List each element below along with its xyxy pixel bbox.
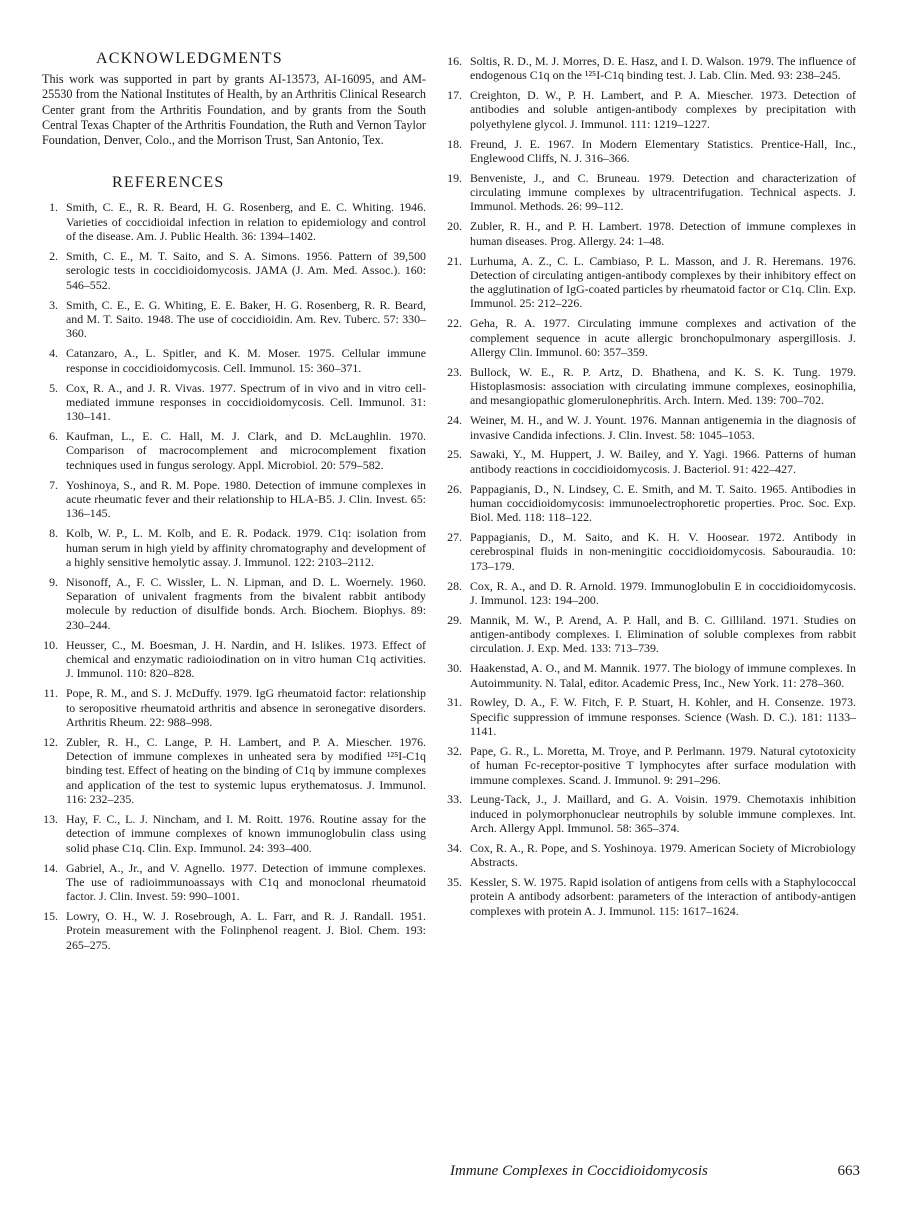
reference-number: 32. <box>447 743 462 758</box>
reference-text: Rowley, D. A., F. W. Fitch, F. P. Stuart, H. Kohler, and H. Consenze. 1973. Specific suppression of immune responses. Science (Wash. D. C.). 181: 1133–1141. <box>470 695 856 739</box>
reference-number: 31. <box>447 695 462 710</box>
reference-item <box>446 744 856 787</box>
reference-text: Smith, C. E., R. R. Beard, H. G. Rosenberg, and E. C. Whiting. 1946. Varieties of coccidioidal infection in relation to epidemiology and control of the disease. Am. J. Public Health. 36: 1394–1402. <box>66 200 426 244</box>
reference-text: Haakenstad, A. O., and M. Mannik. 1977. The biology of immune complexes. In Autoimmunity. N. Talal, editor. Academic Press, Inc., New York. 11: 278–360. <box>470 661 856 690</box>
reference-text: Catanzaro, A., L. Spitler, and K. M. Moser. 1975. Cellular immune response in coccidioidomycosis. Cell. Immunol. 15: 360–371. <box>66 346 426 375</box>
reference-text: Pappagianis, D., N. Lindsey, C. E. Smith, and M. T. Saito. 1965. Antibodies in human coccidioidomycosis: immunoelectrophoretic properties. Proc. Soc. Exp. Biol. Med. 118: 118–122. <box>470 481 856 525</box>
reference-item <box>446 875 856 918</box>
reference-text: Pappagianis, D., M. Saito, and K. H. V. Hoosear. 1972. Antibody in cerebrospinal fluids in non-meningitic coccidioidomycosis. Sabouraudia. 10: 173–179. <box>470 530 856 573</box>
reference-item <box>446 316 856 359</box>
reference-text: Cox, R. A., and D. R. Arnold. 1979. Immunoglobulin E in coccidioidomycosis. J. Immunol. 123: 194–200. <box>470 578 856 607</box>
reference-number: 12. <box>43 734 58 749</box>
reference-item <box>42 200 426 243</box>
reference-item <box>42 686 426 729</box>
reference-item <box>446 579 856 608</box>
reference-number: 29. <box>447 612 462 627</box>
reference-number: 28. <box>447 578 462 593</box>
reference-item <box>446 137 856 166</box>
reference-item <box>446 841 856 870</box>
reference-text: Sawaki, Y., M. Huppert, J. W. Bailey, and Y. Yagi. 1966. Patterns of human antibody reactions in coccidioidomycosis. J. Bacteriol. 91: 422–427. <box>470 447 856 476</box>
reference-number: 35. <box>447 875 462 890</box>
reference-text: Kolb, W. P., L. M. Kolb, and E. R. Podack. 1979. C1q: isolation from human serum in high yield by affinity chromatography and development of a highly sensitive hemolytic assay. J. Immunol. 122: 2103–2112. <box>66 526 426 569</box>
reference-number: 15. <box>43 909 58 924</box>
left-column <box>42 50 426 958</box>
reference-text: Pape, G. R., L. Moretta, M. Troye, and P. Perlmann. 1979. Natural cytotoxicity of human Fc-receptor-positive T lymphocytes after surface modulation with immune complexes. Scand. J. Immunol. 9: 291–296. <box>470 743 856 787</box>
reference-number: 20. <box>447 219 462 234</box>
reference-item <box>42 526 426 569</box>
reference-text: Kaufman, L., E. C. Hall, M. J. Clark, and D. McLaughlin. 1970. Comparison of macrocomplement and microcomplement fixation techniques used in fungus serology. Appl. Microbiol. 20: 579–582. <box>66 429 426 472</box>
reference-item <box>42 429 426 472</box>
reference-text: Zubler, R. H., C. Lange, P. H. Lambert, and P. A. Miescher. 1976. Detection of immune complexes in unheated sera by modified ¹²⁵I-C1q binding test. Effect of heating on the binding of C1q by immune complexes and application of the test to systemic lupus erythematosus. J. Immunol. 116: 232–235. <box>66 734 426 807</box>
reference-text: Hay, F. C., L. J. Nincham, and I. M. Roitt. 1976. Routine assay for the detection of immune complexes of known immunoglobulin class using solid phase C1q. Clin. Exp. Immunol. 24: 393–400. <box>66 812 426 855</box>
reference-number: 23. <box>447 364 462 379</box>
reference-item <box>446 413 856 442</box>
reference-number: 24. <box>447 413 462 428</box>
reference-item <box>446 447 856 476</box>
reference-number: 19. <box>447 170 462 185</box>
reference-number: 1. <box>49 200 58 215</box>
acknowledgments-text: This work was supported in part by grants AI-13573, AI-16095, and AM-25530 from the National Institutes of Health, by an Arthritis Clinical Research Center grant from the Arthritis Foundation, and by grants from the South Central Texas Chapter of the Arthritis Foundation, the Ruth and Vernon Taylor Foundation, Denver, Colo., and the Morrison Trust, San Antonio, Tex. <box>42 72 426 148</box>
page-footer <box>450 1163 860 1180</box>
reference-number: 26. <box>447 481 462 496</box>
reference-number: 2. <box>49 249 58 264</box>
reference-text: Cox, R. A., R. Pope, and S. Yoshinoya. 1979. American Society of Microbiology Abstracts. <box>470 840 856 870</box>
reference-number: 33. <box>447 792 462 807</box>
reference-item <box>42 298 426 341</box>
reference-list-right <box>446 54 856 918</box>
reference-number: 4. <box>49 346 58 361</box>
reference-item <box>42 249 426 292</box>
reference-number: 16. <box>447 54 462 68</box>
reference-item <box>446 171 856 214</box>
reference-number: 25. <box>447 447 462 462</box>
reference-text: Mannik, M. W., P. Arend, A. P. Hall, and B. C. Gilliland. 1971. Studies on antigen-antibody complexes. I. Elimination of soluble complexes from rabbit circulation. J. Exp. Med. 133: 713–739. <box>470 612 856 656</box>
reference-item <box>42 638 426 681</box>
reference-text: Soltis, R. D., M. J. Morres, D. E. Hasz, and I. D. Walson. 1979. The influence of endogenous C1q on the ¹²⁵I-C1q binding test. J. Lab. Clin. Med. 93: 238–245. <box>470 54 856 83</box>
reference-text: Heusser, C., M. Boesman, J. H. Nardin, and H. Islikes. 1973. Effect of chemical and enzymatic radioiodination on in vitro human C1q activities. J. Immunol. 110: 820–828. <box>66 637 426 681</box>
reference-item <box>446 695 856 738</box>
reference-item <box>446 661 856 690</box>
reference-number: 18. <box>447 136 462 151</box>
reference-number: 17. <box>447 88 462 103</box>
reference-text: Bullock, W. E., R. P. Artz, D. Bhathena, and K. S. K. Tung. 1979. Histoplasmosis: association with circulating immune complexes, eosinophilia, and mesangiopathic glomerulonephritis. Arch. Intern. Med. 139: 700–702. <box>470 364 856 408</box>
reference-item <box>42 812 426 855</box>
reference-item <box>446 613 856 656</box>
reference-text: Freund, J. E. 1967. In Modern Elementary Statistics. Prentice-Hall, Inc., Englewood Cliffs, N. J. 316–366. <box>470 136 856 165</box>
reference-number: 3. <box>49 297 58 312</box>
reference-item <box>42 381 426 424</box>
reference-text: Geha, R. A. 1977. Circulating immune complexes and activation of the complement sequence in acute allergic bronchopulmonary aspergillosis. J. Allergy Clin. Immunol. 60: 357–359. <box>470 316 856 359</box>
reference-text: Smith, C. E., M. T. Saito, and S. A. Simons. 1956. Pattern of 39,500 serologic tests in coccidioidomycosis. JAMA (J. Am. Med. Assoc.). 160: 546–552. <box>66 249 426 292</box>
reference-number: 8. <box>49 526 58 541</box>
reference-number: 21. <box>447 253 462 268</box>
reference-item <box>446 792 856 835</box>
reference-text: Gabriel, A., Jr., and V. Agnello. 1977. Detection of immune complexes. The use of radioimmunoassays with C1q and monoclonal rheumatoid factor. J. Clin. Invest. 59: 990–1001. <box>66 860 426 904</box>
reference-number: 9. <box>49 574 58 589</box>
reference-number: 10. <box>43 637 58 652</box>
reference-text: Yoshinoya, S., and R. M. Pope. 1980. Detection of immune complexes in acute rheumatic fever and their relationship to HLA-B5. J. Clin. Invest. 65: 136–145. <box>66 477 426 521</box>
reference-text: Benveniste, J., and C. Bruneau. 1979. Detection and characterization of circulating immune complexes by ultracentrifugation. Technical aspects. J. Immunol. Methods. 26: 99–112. <box>470 170 856 214</box>
reference-number: 34. <box>447 840 462 855</box>
reference-number: 27. <box>447 530 462 545</box>
acknowledgments-heading: ACKNOWLEDGMENTS <box>96 50 283 67</box>
reference-number: 5. <box>49 380 58 395</box>
reference-number: 22. <box>447 316 462 331</box>
reference-text: Cox, R. A., and J. R. Vivas. 1977. Spectrum of in vivo and in vitro cell-mediated immune responses in coccidioidomycosis. Cell. Immunol. 31: 130–141. <box>66 380 426 424</box>
references-heading: REFERENCES <box>112 174 225 192</box>
reference-item <box>446 88 856 131</box>
reference-text: Lowry, O. H., W. J. Rosebrough, A. L. Farr, and R. J. Randall. 1951. Protein measurement with the Folinphenol reagent. J. Biol. Chem. 193: 265–275. <box>66 909 426 952</box>
reference-text: Zubler, R. H., and P. H. Lambert. 1978. Detection of immune complexes in human diseases. Prog. Allergy. 24: 1–48. <box>470 219 856 248</box>
reference-text: Creighton, D. W., P. H. Lambert, and P. A. Miescher. 1973. Detection of antibodies and soluble antigen-antibody complexes by precipitation with polyethylene glycol. J. Immunol. 111: 1219–1227. <box>470 88 856 131</box>
reference-item <box>42 735 426 806</box>
reference-item <box>446 482 856 525</box>
reference-number: 30. <box>447 661 462 676</box>
reference-text: Kessler, S. W. 1975. Rapid isolation of antigens from cells with a Staphylococcal protein A antibody adsorbent: parameters of the interaction of antibody-antigen complexes with protein A. J. Immunol. 115: 1617–1624. <box>470 875 856 918</box>
reference-item <box>42 861 426 904</box>
reference-item <box>446 254 856 311</box>
reference-list-left <box>42 200 426 952</box>
reference-item <box>446 219 856 248</box>
reference-text: Weiner, M. H., and W. J. Yount. 1976. Mannan antigenemia in the diagnosis of invasive Candida infections. J. Clin. Invest. 58: 1045–1053. <box>470 413 856 442</box>
reference-text: Lurhuma, A. Z., C. L. Cambiaso, P. L. Masson, and J. R. Heremans. 1976. Detection of circulating antigen-antibody complexes by their inhibitory effect on the agglutination of IgG-coated particles by rheumatoid factor or C1q. Clin. Exp. Immunol. 25: 212–226. <box>470 253 856 311</box>
running-title: Immune Complexes in Coccidioidomycosis <box>450 1163 708 1179</box>
page-number: 663 <box>837 1163 860 1179</box>
right-column <box>446 54 856 924</box>
reference-number: 14. <box>43 860 58 875</box>
reference-number: 7. <box>49 477 58 492</box>
reference-item <box>42 478 426 521</box>
reference-number: 11. <box>43 686 58 701</box>
reference-item <box>446 54 856 83</box>
reference-item <box>42 575 426 632</box>
reference-text: Leung-Tack, J., J. Maillard, and G. A. Voisin. 1979. Chemotaxis inhibition induced in polymorphonuclear neutrophils by soluble immune complexes. Int. Arch. Allergy Appl. Immunol. 58: 365–374. <box>470 792 856 836</box>
reference-number: 13. <box>43 812 58 827</box>
reference-item <box>42 909 426 952</box>
reference-text: Nisonoff, A., F. C. Wissler, L. N. Lipman, and D. L. Woernely. 1960. Separation of univalent fragments from the bivalent rabbit antibody molecule by reduction of disulfide bonds. Arch. Biochem. Biophys. 89: 230–244. <box>66 574 426 632</box>
reference-number: 6. <box>49 429 58 444</box>
reference-item <box>446 365 856 408</box>
reference-item <box>446 530 856 573</box>
reference-text: Pope, R. M., and S. J. McDuffy. 1979. IgG rheumatoid factor: relationship to seropositive rheumatoid arthritis and absence in seronegative disorders. Arthritis Rheum. 22: 988–998. <box>66 686 426 729</box>
reference-text: Smith, C. E., E. G. Whiting, E. E. Baker, H. G. Rosenberg, R. R. Beard, and M. T. Saito. 1948. The use of coccidioidin. Am. Rev. Tuberc. 57: 330–360. <box>66 297 426 341</box>
reference-item <box>42 346 426 375</box>
